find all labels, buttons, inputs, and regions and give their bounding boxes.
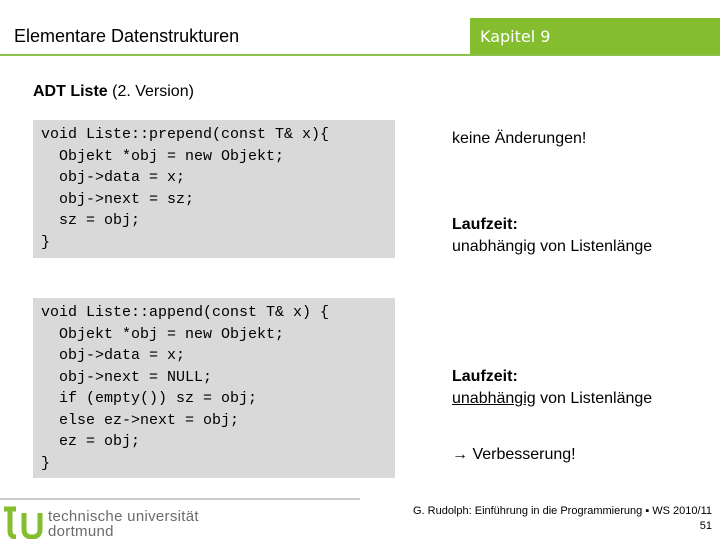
university-name-line2: dortmund [48,523,114,540]
note-no-changes: keine Änderungen! [452,130,587,147]
page-title: Elementare Datenstrukturen [14,26,240,46]
university-name-line1: technische universität [48,508,199,525]
runtime-label-2: Laufzeit: [452,368,518,385]
footer-credit: G. Rudolph: Einführung in die Programmierung ▪ WS 2010/11 [412,505,712,517]
subtitle-rest: (2. Version) [107,83,194,100]
chapter-label: Kapitel 9 [480,27,551,46]
runtime-text-2 [452,388,652,410]
runtime-text-2-rest: von Listenlänge [535,390,653,407]
tu-logo-icon [2,505,44,539]
slide-subtitle [33,83,194,101]
subtitle-bold: ADT Liste [33,83,108,100]
header-divider [0,54,720,56]
page-number: 51 [699,520,712,532]
runtime-label-1: Laufzeit: [452,216,518,233]
runtime-text-1: unabhängig von Listenlänge [452,238,653,255]
code-block-append: void Liste::append(const T& x) { Objekt *obj = new Objekt; obj->data = x; obj->next = NULL; if (empty()) sz = obj; else ez->next = obj; ez = obj; } [33,298,395,478]
improvement-note: → Verbesserung! [452,446,576,463]
footer-divider [0,498,360,500]
runtime-text-2-underlined: unabhängig [452,390,536,407]
code-block-prepend: void Liste::prepend(const T& x){ Objekt *obj = new Objekt; obj->data = x; obj->next = sz; sz = obj; } [33,120,395,258]
